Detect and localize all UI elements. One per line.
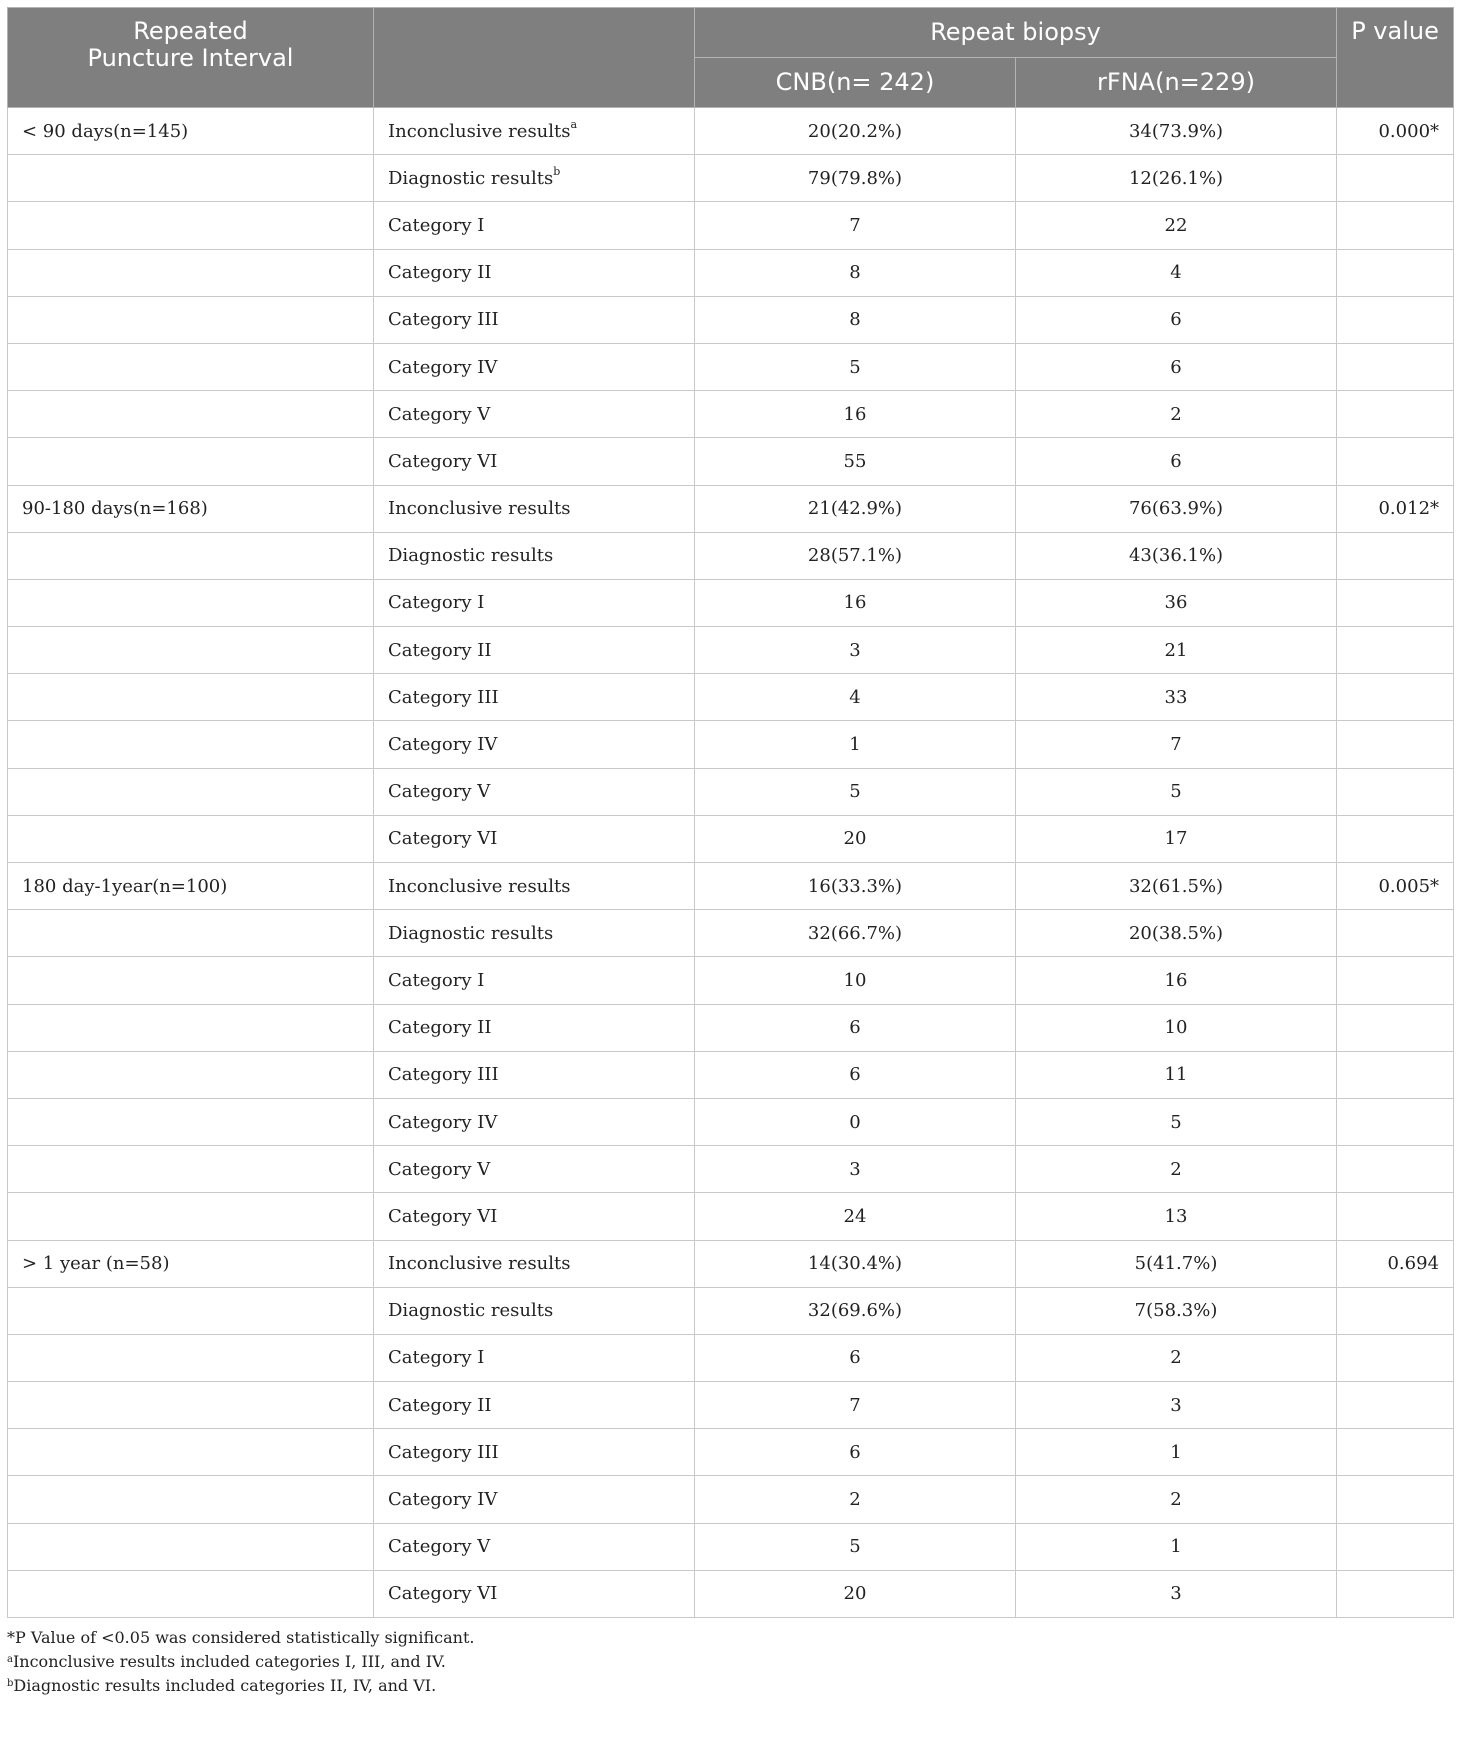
p-value-cell (1337, 627, 1454, 674)
result-label-cell (374, 815, 695, 862)
result-label-cell (374, 627, 695, 674)
cnb-value-cell: 20(20.2%) (695, 108, 1016, 155)
cnb-value-cell: 7 (695, 202, 1016, 249)
cnb-value-cell: 1 (695, 721, 1016, 768)
cnb-value-cell: 24 (695, 1193, 1016, 1240)
p-value-cell (1337, 957, 1454, 1004)
cnb-value-cell: 79(79.8%) (695, 155, 1016, 202)
p-value-cell (1337, 343, 1454, 390)
result-label: Category IV (388, 356, 498, 378)
footnote-b-mark: b (7, 1678, 14, 1689)
table-row (8, 391, 1454, 438)
p-value-cell (1337, 768, 1454, 815)
rfna-value-cell: 43(36.1%) (1016, 532, 1337, 579)
footnote-b-text: Diagnostic results included categories II, IV, and VI. (13, 1676, 437, 1695)
p-value-cell (1337, 1098, 1454, 1145)
result-label-cell (374, 155, 695, 202)
result-label: Category IV (388, 1489, 498, 1511)
cnb-value-cell: 20 (695, 1570, 1016, 1617)
table-row (8, 1429, 1454, 1476)
p-value-cell (1337, 296, 1454, 343)
interval-cell (8, 532, 374, 579)
interval-cell (8, 627, 374, 674)
interval-cell (8, 1334, 374, 1381)
result-label-cell (374, 1193, 695, 1240)
result-label-cell (374, 957, 695, 1004)
table-row (8, 1004, 1454, 1051)
rfna-value-cell: 5 (1016, 768, 1337, 815)
cnb-value-cell: 55 (695, 438, 1016, 485)
result-label: Category V (388, 1158, 491, 1180)
p-value-cell (1337, 1334, 1454, 1381)
result-label: Category III (388, 309, 499, 331)
rfna-value-cell: 12(26.1%) (1016, 155, 1337, 202)
result-label-cell (374, 863, 695, 910)
p-value-cell (1337, 674, 1454, 721)
result-label: Category IV (388, 1111, 498, 1133)
table-row (8, 1382, 1454, 1429)
interval-cell (8, 1476, 374, 1523)
interval-cell (8, 202, 374, 249)
table-row (8, 768, 1454, 815)
header-interval-line1: Repeated (133, 17, 248, 45)
table-row (8, 1051, 1454, 1098)
table-row (8, 1476, 1454, 1523)
result-label-cell (374, 1429, 695, 1476)
cnb-value-cell: 28(57.1%) (695, 532, 1016, 579)
p-value-cell: 0.694 (1337, 1240, 1454, 1287)
p-value-cell (1337, 1523, 1454, 1570)
result-label-cell (374, 1146, 695, 1193)
rfna-value-cell: 2 (1016, 1146, 1337, 1193)
interval-cell (8, 155, 374, 202)
result-label-cell (374, 532, 695, 579)
table-row (8, 438, 1454, 485)
result-label: Inconclusive results (388, 498, 571, 520)
rfna-value-cell: 4 (1016, 249, 1337, 296)
cnb-value-cell: 32(66.7%) (695, 910, 1016, 957)
interval-cell (8, 296, 374, 343)
cnb-value-cell: 5 (695, 768, 1016, 815)
cnb-value-cell: 7 (695, 1382, 1016, 1429)
interval-cell (8, 1287, 374, 1334)
footnotes (7, 1626, 1453, 1698)
p-value-cell (1337, 579, 1454, 626)
cnb-value-cell: 6 (695, 1429, 1016, 1476)
p-value-cell: 0.000* (1337, 108, 1454, 155)
result-label: Category V (388, 403, 491, 425)
table-row (8, 296, 1454, 343)
cnb-value-cell: 16 (695, 391, 1016, 438)
interval-cell (8, 910, 374, 957)
rfna-value-cell: 7 (1016, 721, 1337, 768)
interval-cell (8, 1146, 374, 1193)
rfna-value-cell: 33 (1016, 674, 1337, 721)
result-label-cell (374, 1240, 695, 1287)
p-value-cell (1337, 1193, 1454, 1240)
header-p-value: P value (1337, 8, 1454, 108)
header-repeat-biopsy: Repeat biopsy (695, 8, 1337, 58)
result-label: Category IV (388, 734, 498, 756)
result-label: Category VI (388, 1583, 498, 1605)
rfna-value-cell: 76(63.9%) (1016, 485, 1337, 532)
rfna-value-cell: 17 (1016, 815, 1337, 862)
interval-cell (8, 343, 374, 390)
p-value-cell (1337, 910, 1454, 957)
interval-cell (8, 249, 374, 296)
footnote-star: *P Value of <0.05 was considered statistically significant. (7, 1628, 475, 1647)
result-label-cell (374, 1098, 695, 1145)
result-label-cell (374, 202, 695, 249)
rfna-value-cell: 32(61.5%) (1016, 863, 1337, 910)
interval-cell: 90-180 days(n=168) (8, 485, 374, 532)
cnb-value-cell: 2 (695, 1476, 1016, 1523)
result-label-cell (374, 1523, 695, 1570)
p-value-cell (1337, 1004, 1454, 1051)
result-label: Category I (388, 214, 485, 236)
interval-cell: > 1 year (n=58) (8, 1240, 374, 1287)
p-value-cell (1337, 1051, 1454, 1098)
result-label: Category II (388, 262, 492, 284)
rfna-value-cell: 16 (1016, 957, 1337, 1004)
table-row (8, 108, 1454, 155)
p-value-cell (1337, 155, 1454, 202)
rfna-value-cell: 1 (1016, 1523, 1337, 1570)
rfna-value-cell: 5 (1016, 1098, 1337, 1145)
footnote-b (7, 1674, 1453, 1698)
result-label: Category I (388, 592, 485, 614)
table-row (8, 579, 1454, 626)
interval-cell (8, 438, 374, 485)
interval-cell (8, 674, 374, 721)
result-label-cell (374, 768, 695, 815)
result-label-cell (374, 108, 695, 155)
p-value-cell (1337, 1382, 1454, 1429)
result-label: Category III (388, 1064, 499, 1086)
cnb-value-cell: 32(69.6%) (695, 1287, 1016, 1334)
result-label: Category VI (388, 828, 498, 850)
result-label: Category III (388, 1441, 499, 1463)
cnb-value-cell: 0 (695, 1098, 1016, 1145)
rfna-value-cell: 6 (1016, 438, 1337, 485)
result-label-cell (374, 1051, 695, 1098)
interval-cell (8, 1523, 374, 1570)
table-row (8, 249, 1454, 296)
rfna-value-cell: 11 (1016, 1051, 1337, 1098)
result-label-cell (374, 910, 695, 957)
header-rfna: rFNA(n=229) (1016, 58, 1337, 108)
interval-cell (8, 1193, 374, 1240)
p-value-cell (1337, 249, 1454, 296)
result-label: Category VI (388, 450, 498, 472)
result-label-cell (374, 1476, 695, 1523)
p-value-cell (1337, 1146, 1454, 1193)
interval-cell (8, 1382, 374, 1429)
rfna-value-cell: 5(41.7%) (1016, 1240, 1337, 1287)
result-label-cell (374, 249, 695, 296)
p-value-cell (1337, 1429, 1454, 1476)
cnb-value-cell: 16 (695, 579, 1016, 626)
table-row (8, 1334, 1454, 1381)
result-label: Diagnostic results (388, 545, 554, 567)
p-value-cell (1337, 1287, 1454, 1334)
table-row (8, 155, 1454, 202)
result-label-cell (374, 674, 695, 721)
cnb-value-cell: 6 (695, 1334, 1016, 1381)
rfna-value-cell: 13 (1016, 1193, 1337, 1240)
rfna-value-cell: 2 (1016, 1476, 1337, 1523)
table-header (8, 8, 1454, 108)
result-label: Category I (388, 1347, 485, 1369)
cnb-value-cell: 8 (695, 296, 1016, 343)
rfna-value-cell: 6 (1016, 296, 1337, 343)
result-label-cell (374, 721, 695, 768)
cnb-value-cell: 20 (695, 815, 1016, 862)
table-row (8, 910, 1454, 957)
interval-cell (8, 391, 374, 438)
result-label: Category II (388, 639, 492, 661)
table-row (8, 674, 1454, 721)
cnb-value-cell: 4 (695, 674, 1016, 721)
cnb-value-cell: 5 (695, 1523, 1016, 1570)
result-label: Category III (388, 686, 499, 708)
result-label-cell (374, 485, 695, 532)
table-row (8, 721, 1454, 768)
result-label: Category II (388, 1017, 492, 1039)
result-label-cell (374, 1004, 695, 1051)
table-row (8, 627, 1454, 674)
interval-cell (8, 1570, 374, 1617)
rfna-value-cell: 36 (1016, 579, 1337, 626)
rfna-value-cell: 1 (1016, 1429, 1337, 1476)
p-value-cell (1337, 815, 1454, 862)
result-label: Category V (388, 1536, 491, 1558)
result-label-cell (374, 343, 695, 390)
footnote-a-text: Inconclusive results included categories I, III, and IV. (12, 1652, 446, 1671)
table-row (8, 343, 1454, 390)
table-row (8, 485, 1454, 532)
result-label: Inconclusive results (388, 875, 571, 897)
result-label: Category VI (388, 1205, 498, 1227)
rfna-value-cell: 10 (1016, 1004, 1337, 1051)
result-label: Inconclusive results (388, 1253, 571, 1275)
result-label: Category I (388, 969, 485, 991)
rfna-value-cell: 34(73.9%) (1016, 108, 1337, 155)
result-label-cell (374, 579, 695, 626)
interval-cell (8, 721, 374, 768)
table-row (8, 202, 1454, 249)
result-label-cell (374, 391, 695, 438)
interval-cell (8, 1098, 374, 1145)
result-label: Diagnostic results (388, 167, 554, 189)
interval-cell (8, 579, 374, 626)
biopsy-results-table (7, 7, 1454, 1618)
result-label: Category V (388, 781, 491, 803)
p-value-cell (1337, 1476, 1454, 1523)
rfna-value-cell: 22 (1016, 202, 1337, 249)
table-row (8, 1523, 1454, 1570)
result-label-cell (374, 1382, 695, 1429)
cnb-value-cell: 10 (695, 957, 1016, 1004)
header-interval-line2: Puncture Interval (87, 44, 294, 72)
table-row (8, 1287, 1454, 1334)
result-label-cell (374, 296, 695, 343)
p-value-cell: 0.005* (1337, 863, 1454, 910)
cnb-value-cell: 14(30.4%) (695, 1240, 1016, 1287)
result-label-cell (374, 1287, 695, 1334)
cnb-value-cell: 6 (695, 1051, 1016, 1098)
table-row (8, 1240, 1454, 1287)
interval-cell (8, 815, 374, 862)
table-row (8, 957, 1454, 1004)
result-label-cell (374, 1334, 695, 1381)
cnb-value-cell: 16(33.3%) (695, 863, 1016, 910)
table-row (8, 1193, 1454, 1240)
cnb-value-cell: 3 (695, 627, 1016, 674)
cnb-value-cell: 3 (695, 1146, 1016, 1193)
interval-cell: < 90 days(n=145) (8, 108, 374, 155)
rfna-value-cell: 21 (1016, 627, 1337, 674)
rfna-value-cell: 7(58.3%) (1016, 1287, 1337, 1334)
p-value-cell (1337, 721, 1454, 768)
interval-cell (8, 957, 374, 1004)
header-blank (374, 8, 695, 108)
table-container (7, 7, 1453, 1698)
footnote-a (7, 1650, 1453, 1674)
p-value-cell (1337, 391, 1454, 438)
rfna-value-cell: 6 (1016, 343, 1337, 390)
p-value-cell (1337, 202, 1454, 249)
cnb-value-cell: 6 (695, 1004, 1016, 1051)
cnb-value-cell: 5 (695, 343, 1016, 390)
interval-cell (8, 768, 374, 815)
p-value-cell (1337, 532, 1454, 579)
result-label: Diagnostic results (388, 1300, 554, 1322)
rfna-value-cell: 3 (1016, 1570, 1337, 1617)
table-row (8, 532, 1454, 579)
rfna-value-cell: 20(38.5%) (1016, 910, 1337, 957)
result-label: Diagnostic results (388, 922, 554, 944)
table-body (8, 108, 1454, 1618)
footnote-a-mark: a (7, 1654, 13, 1665)
footnote-marker: b (553, 164, 561, 178)
p-value-cell (1337, 438, 1454, 485)
rfna-value-cell: 2 (1016, 1334, 1337, 1381)
table-row (8, 1570, 1454, 1617)
result-label-cell (374, 438, 695, 485)
rfna-value-cell: 2 (1016, 391, 1337, 438)
result-label: Inconclusive results (388, 120, 571, 142)
table-row (8, 1098, 1454, 1145)
table-row (8, 815, 1454, 862)
result-label: Category II (388, 1394, 492, 1416)
header-cnb: CNB(n= 242) (695, 58, 1016, 108)
p-value-cell (1337, 1570, 1454, 1617)
cnb-value-cell: 8 (695, 249, 1016, 296)
cnb-value-cell: 21(42.9%) (695, 485, 1016, 532)
table-row (8, 863, 1454, 910)
interval-cell: 180 day-1year(n=100) (8, 863, 374, 910)
footnote-marker: a (570, 117, 578, 131)
interval-cell (8, 1051, 374, 1098)
header-interval (8, 8, 374, 108)
rfna-value-cell: 3 (1016, 1382, 1337, 1429)
table-row (8, 1146, 1454, 1193)
interval-cell (8, 1004, 374, 1051)
result-label-cell (374, 1570, 695, 1617)
p-value-cell: 0.012* (1337, 485, 1454, 532)
interval-cell (8, 1429, 374, 1476)
